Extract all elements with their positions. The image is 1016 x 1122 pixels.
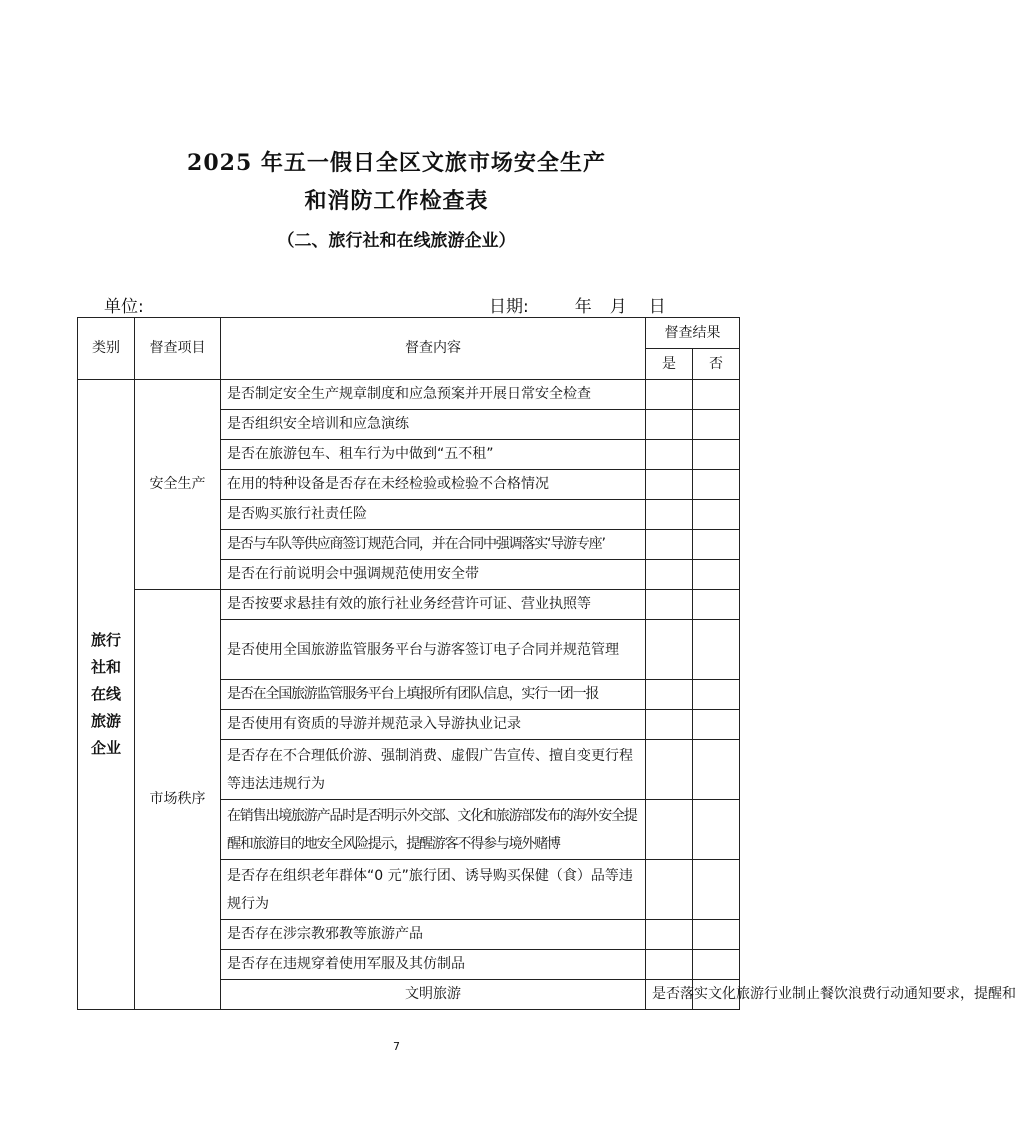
result-yes-cell[interactable] <box>646 380 693 410</box>
result-yes-cell[interactable] <box>646 590 693 620</box>
unit-label: 单位: <box>104 297 144 317</box>
result-yes-cell[interactable] <box>646 680 693 710</box>
result-no-cell[interactable] <box>693 920 740 950</box>
result-no-cell[interactable] <box>693 410 740 440</box>
result-no-cell[interactable] <box>693 860 740 920</box>
content-cell: 是否存在不合理低价游、强制消费、虚假广告宣传、擅自变更行程等违法违规行为 <box>221 740 646 800</box>
content-cell: 是否落实文化旅游行业制止餐饮浪费行动通知要求，提醒和 <box>646 980 693 1010</box>
result-no-cell[interactable] <box>693 740 740 800</box>
result-no-cell[interactable] <box>693 710 740 740</box>
date-year: 年 <box>574 297 592 317</box>
result-no-cell[interactable] <box>693 590 740 620</box>
category-cell: 旅行社和在线旅游企业 <box>78 380 135 1010</box>
header-no: 否 <box>693 349 740 380</box>
content-cell: 是否使用全国旅游监管服务平台与游客签订电子合同并规范管理 <box>221 620 646 680</box>
content-cell: 在销售出境旅游产品时是否明示外交部、文化和旅游部发布的海外安全提醒和旅游目的地安全风险提示，提醒游客不得参与境外赌博 <box>221 800 646 860</box>
result-yes-cell[interactable] <box>646 530 693 560</box>
result-yes-cell[interactable] <box>646 620 693 680</box>
result-yes-cell[interactable] <box>646 500 693 530</box>
content-cell: 是否按要求悬挂有效的旅行社业务经营许可证、营业执照等 <box>221 590 646 620</box>
result-no-cell[interactable] <box>693 500 740 530</box>
item-safety: 安全生产 <box>135 380 221 590</box>
content-cell: 是否在旅游包车、租车行为中做到“五不租” <box>221 440 646 470</box>
result-yes-cell[interactable] <box>646 740 693 800</box>
date-label: 日期: <box>489 297 529 317</box>
content-cell: 是否在行前说明会中强调规范使用安全带 <box>221 560 646 590</box>
content-cell: 是否与车队等供应商签订规范合同，并在合同中强调落实‘导游专座’ <box>221 530 646 560</box>
header-category: 类别 <box>78 318 135 380</box>
content-cell: 是否购买旅行社责任险 <box>221 500 646 530</box>
header-item: 督查项目 <box>135 318 221 380</box>
page-number: 7 <box>393 1040 400 1053</box>
content-cell: 是否制定安全生产规章制度和应急预案并开展日常安全检查 <box>221 380 646 410</box>
content-cell: 是否在全国旅游监管服务平台上填报所有团队信息，实行一团一报 <box>221 680 646 710</box>
inspection-table <box>77 317 1016 1010</box>
table-row <box>78 590 740 620</box>
result-no-cell[interactable] <box>693 620 740 680</box>
content-cell: 是否存在违规穿着使用军服及其仿制品 <box>221 950 646 980</box>
content-cell: 是否使用有资质的导游并规范录入导游执业记录 <box>221 710 646 740</box>
result-yes-cell[interactable] <box>646 860 693 920</box>
result-yes-cell[interactable] <box>646 440 693 470</box>
result-no-cell[interactable] <box>693 680 740 710</box>
result-yes-cell[interactable] <box>646 410 693 440</box>
result-no-cell[interactable] <box>693 530 740 560</box>
result-no-cell[interactable] <box>693 560 740 590</box>
result-no-cell[interactable] <box>693 950 740 980</box>
header-row <box>78 318 740 349</box>
date-field <box>489 292 666 317</box>
result-yes-cell[interactable] <box>646 920 693 950</box>
result-yes-cell[interactable] <box>646 470 693 500</box>
table-row <box>78 380 740 410</box>
header-yes: 是 <box>646 349 693 380</box>
header-content: 督查内容 <box>221 318 646 380</box>
content-cell: 是否存在组织老年群体“0 元”旅行团、诱导购买保健（食）品等违规行为 <box>221 860 646 920</box>
result-yes-cell[interactable] <box>646 560 693 590</box>
result-no-cell[interactable] <box>693 380 740 410</box>
item-civilized-tourism: 文明旅游 <box>221 980 646 1010</box>
content-cell: 是否组织安全培训和应急演练 <box>221 410 646 440</box>
date-day: 日 <box>648 297 666 317</box>
result-yes-cell[interactable] <box>646 710 693 740</box>
result-yes-cell[interactable] <box>646 800 693 860</box>
item-market-order: 市场秩序 <box>135 590 221 1010</box>
title-line-1: 2025 年五一假日全区文旅市场安全生产 <box>187 150 606 176</box>
result-no-cell[interactable] <box>693 470 740 500</box>
result-no-cell[interactable] <box>693 800 740 860</box>
header-result: 督查结果 <box>646 318 740 349</box>
content-cell: 是否存在涉宗教邪教等旅游产品 <box>221 920 646 950</box>
content-cell: 在用的特种设备是否存在未经检验或检验不合格情况 <box>221 470 646 500</box>
title-line-2: 和消防工作检查表 <box>304 188 489 214</box>
result-no-cell[interactable] <box>693 440 740 470</box>
result-yes-cell[interactable] <box>646 950 693 980</box>
subtitle: （二、旅行社和在线旅游企业） <box>277 231 516 251</box>
date-month: 月 <box>609 297 627 317</box>
